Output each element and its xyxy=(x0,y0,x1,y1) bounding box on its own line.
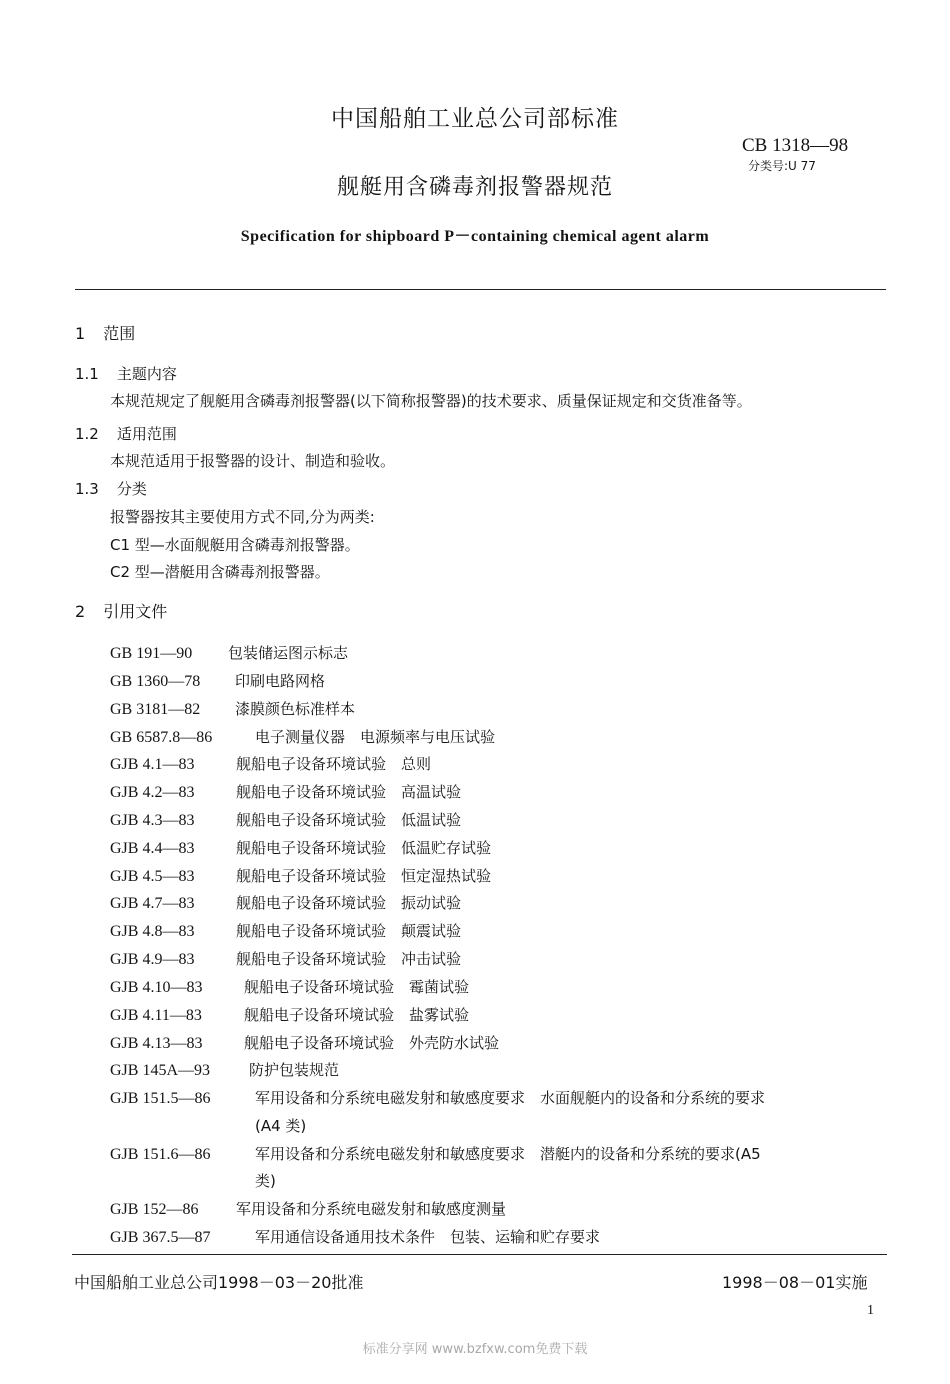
reference-title: 舰船电子设备环境试验 霉菌试验 xyxy=(244,978,470,996)
reference-code: GJB 4.4—83 xyxy=(110,840,195,857)
approval-date: 中国船舶工业总公司1998－03－20批准 xyxy=(74,1273,364,1292)
reference-title: 军用设备和分系统电磁发射和敏感度测量 xyxy=(236,1200,507,1218)
reference-code: GJB 151.6—86 xyxy=(110,1146,211,1163)
reference-code: GB 1360—78 xyxy=(110,673,201,690)
header-divider xyxy=(75,289,886,290)
page-number: 1 xyxy=(867,1303,874,1318)
reference-title: 舰船电子设备环境试验 恒定湿热试验 xyxy=(236,867,492,885)
reference-item xyxy=(110,837,491,858)
reference-title: 舰船电子设备环境试验 振动试验 xyxy=(236,894,462,912)
reference-title: 舰船电子设备环境试验 总则 xyxy=(236,755,432,773)
reference-item xyxy=(110,1059,339,1080)
reference-title: 舰船电子设备环境试验 低温贮存试验 xyxy=(236,839,492,857)
reference-code: GJB 152—86 xyxy=(110,1201,199,1218)
section-title: 引用文件 xyxy=(103,602,168,621)
reference-title: 舰船电子设备环境试验 盐雾试验 xyxy=(244,1006,470,1024)
reference-code: GJB 4.9—83 xyxy=(110,951,195,968)
reference-item xyxy=(110,1143,761,1164)
section-1-2-heading xyxy=(75,423,177,444)
effective-date: 1998－08－01实施 xyxy=(722,1273,868,1292)
reference-code: GJB 151.5—86 xyxy=(110,1090,211,1107)
reference-item xyxy=(110,1226,600,1247)
reference-item xyxy=(110,698,355,719)
reference-code: GJB 4.8—83 xyxy=(110,923,195,940)
section-1-heading xyxy=(75,321,135,344)
section-number: 1.2 xyxy=(75,425,99,443)
reference-code: GJB 4.11—83 xyxy=(110,1007,202,1024)
reference-code: GJB 4.13—83 xyxy=(110,1035,203,1052)
classification-number: 分类号:U 77 xyxy=(748,159,816,173)
watermark: 标准分享网 www.bzfxw.com免费下载 xyxy=(362,1342,588,1357)
reference-title: 舰船电子设备环境试验 颠震试验 xyxy=(236,922,462,940)
section-title: 适用范围 xyxy=(116,425,177,443)
reference-item xyxy=(110,809,461,830)
reference-item xyxy=(110,1198,506,1219)
reference-continuation: 类) xyxy=(255,1172,276,1190)
reference-item xyxy=(110,920,461,941)
section-1-1-heading xyxy=(75,363,177,384)
reference-title: 包装储运图示标志 xyxy=(228,644,349,662)
reference-item xyxy=(110,948,461,969)
section-number: 1.3 xyxy=(75,480,99,498)
section-1-2-text: 本规范适用于报警器的设计、制造和验收。 xyxy=(110,452,396,470)
document-title-en: Specification for shipboard P－containing chemical agent alarm xyxy=(240,228,710,245)
section-title: 分类 xyxy=(116,480,147,498)
section-number: 1 xyxy=(75,324,86,343)
reference-title: 军用设备和分系统电磁发射和敏感度要求 潜艇内的设备和分系统的要求(A5 xyxy=(255,1145,761,1163)
reference-item xyxy=(110,781,461,802)
reference-continuation: (A4 类) xyxy=(255,1117,307,1135)
section-1-3-heading xyxy=(75,478,147,499)
reference-code: GJB 4.10—83 xyxy=(110,979,203,996)
section-1-3-line: C2 型—潜艇用含磷毒剂报警器。 xyxy=(110,563,330,581)
reference-title: 舰船电子设备环境试验 高温试验 xyxy=(236,783,462,801)
reference-code: GJB 367.5—87 xyxy=(110,1229,211,1246)
footer-divider xyxy=(72,1254,887,1255)
section-number: 2 xyxy=(75,602,86,621)
reference-item xyxy=(110,1087,765,1108)
reference-title: 军用设备和分系统电磁发射和敏感度要求 水面舰艇内的设备和分系统的要求 xyxy=(255,1089,766,1107)
reference-code: GJB 4.5—83 xyxy=(110,868,195,885)
reference-item xyxy=(110,726,495,747)
reference-title: 舰船电子设备环境试验 外壳防水试验 xyxy=(244,1034,500,1052)
section-number: 1.1 xyxy=(75,365,99,383)
reference-item xyxy=(110,642,348,663)
section-1-3-line: 报警器按其主要使用方式不同,分为两类: xyxy=(110,508,375,526)
standard-code: CB 1318—98 xyxy=(742,135,849,156)
reference-title: 舰船电子设备环境试验 冲击试验 xyxy=(236,950,462,968)
reference-item xyxy=(110,976,469,997)
reference-item xyxy=(110,865,491,886)
section-1-3-line: C1 型—水面舰艇用含磷毒剂报警器。 xyxy=(110,536,360,554)
reference-item xyxy=(110,1032,499,1053)
reference-title: 漆膜颜色标准样本 xyxy=(235,700,356,718)
reference-code: GB 191—90 xyxy=(110,645,193,662)
reference-code: GJB 4.7—83 xyxy=(110,895,195,912)
reference-title: 电子测量仪器 电源频率与电压试验 xyxy=(255,728,496,746)
reference-item xyxy=(110,1004,469,1025)
section-2-heading xyxy=(75,599,167,622)
reference-code: GJB 4.3—83 xyxy=(110,812,195,829)
document-title-cn: 舰艇用含磷毒剂报警器规范 xyxy=(336,175,613,200)
reference-code: GJB 4.2—83 xyxy=(110,784,195,801)
reference-title: 印刷电路网格 xyxy=(235,672,326,690)
reference-code: GB 6587.8—86 xyxy=(110,729,213,746)
reference-title: 防护包装规范 xyxy=(249,1061,340,1079)
reference-code: GJB 145A—93 xyxy=(110,1062,211,1079)
reference-code: GJB 4.1—83 xyxy=(110,756,195,773)
reference-title: 舰船电子设备环境试验 低温试验 xyxy=(236,811,462,829)
reference-item xyxy=(110,670,325,691)
reference-item xyxy=(110,753,431,774)
section-title: 范围 xyxy=(103,324,136,343)
section-1-1-text: 本规范规定了舰艇用含磷毒剂报警器(以下简称报警器)的技术要求、质量保证规定和交货准备等。 xyxy=(110,392,752,410)
reference-code: GB 3181—82 xyxy=(110,701,201,718)
section-title: 主题内容 xyxy=(116,365,177,383)
reference-title: 军用通信设备通用技术条件 包装、运输和贮存要求 xyxy=(255,1228,601,1246)
issuing-organization: 中国船舶工业总公司部标准 xyxy=(331,106,619,132)
reference-item xyxy=(110,892,461,913)
